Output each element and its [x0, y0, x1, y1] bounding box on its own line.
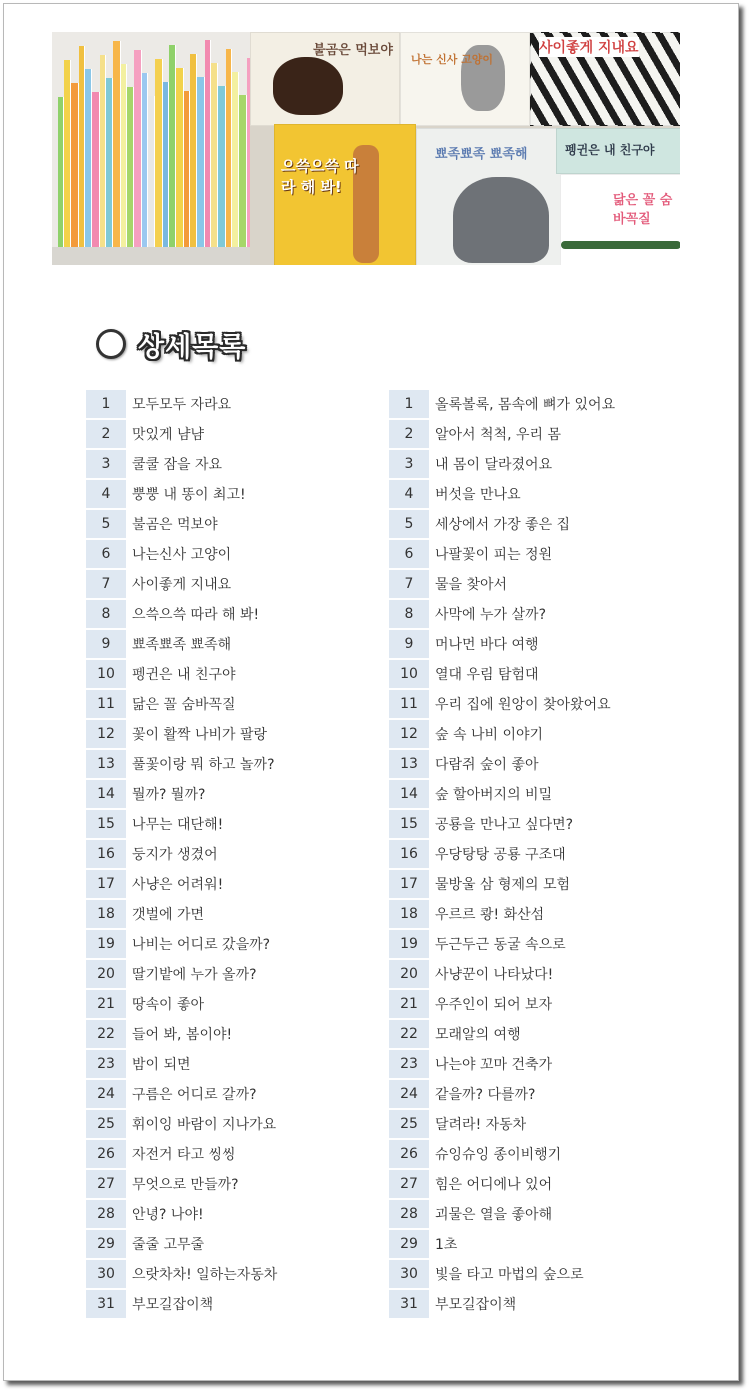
item-number: 1: [86, 390, 126, 418]
list-item: [86, 509, 277, 539]
item-number: 3: [389, 450, 429, 478]
item-number: 13: [389, 750, 429, 778]
item-title: 힘은 어디에나 있어: [435, 1177, 553, 1193]
item-title: 자전거 타고 씽씽: [132, 1147, 236, 1163]
list-item: [389, 509, 615, 539]
cover-giraffe: 으쓱으쓱 따라 해 봐!: [274, 124, 416, 265]
item-title: 땅속이 좋아: [132, 997, 205, 1013]
item-number: 8: [86, 600, 126, 628]
item-number: 6: [389, 540, 429, 568]
item-number: 25: [86, 1110, 126, 1138]
item-title: 두근두근 동굴 속으로: [435, 937, 566, 953]
item-title: 줄줄 고무줄: [132, 1237, 205, 1253]
item-number: 16: [86, 840, 126, 868]
list-item: [86, 839, 277, 869]
list-item: [389, 899, 615, 929]
book-spine: [134, 50, 142, 247]
item-title: 버섯을 만나요: [435, 487, 521, 503]
list-item: [389, 929, 615, 959]
list-item: [86, 689, 277, 719]
list-item: [86, 419, 277, 449]
item-title: 달려라! 자동차: [435, 1117, 527, 1133]
list-item: [86, 1109, 277, 1139]
item-title: 모래알의 여행: [435, 1027, 521, 1043]
item-number: 21: [86, 990, 126, 1018]
item-number: 24: [389, 1080, 429, 1108]
list-item: [389, 809, 615, 839]
item-number: 17: [389, 870, 429, 898]
item-number: 28: [86, 1200, 126, 1228]
list-item: [389, 1199, 615, 1229]
book-spine: [155, 59, 163, 247]
book-spine: [64, 60, 71, 247]
item-title: 부모길잡이책: [132, 1297, 214, 1313]
item-title: 무엇으로 만들까?: [132, 1177, 239, 1193]
item-title: 펭귄은 내 친구야: [132, 667, 236, 683]
item-title: 다람쥐 숲이 좋아: [435, 757, 539, 773]
item-number: 24: [86, 1080, 126, 1108]
item-number: 31: [86, 1290, 126, 1318]
item-number: 1: [389, 390, 429, 418]
item-number: 11: [86, 690, 126, 718]
item-title: 닮은 꼴 숨바꼭질: [132, 697, 236, 713]
list-item: [86, 1259, 277, 1289]
list-item: [86, 1289, 277, 1319]
item-title: 물을 찾아서: [435, 577, 508, 593]
item-number: 9: [86, 630, 126, 658]
item-number: 12: [86, 720, 126, 748]
item-title: 머나먼 바다 여행: [435, 637, 539, 653]
item-title: 올록볼록, 몸속에 뼈가 있어요: [435, 397, 616, 413]
item-number: 18: [389, 900, 429, 928]
banner-image: [52, 32, 680, 265]
item-number: 18: [86, 900, 126, 928]
item-number: 2: [86, 420, 126, 448]
item-number: 5: [86, 510, 126, 538]
list-item: [86, 1229, 277, 1259]
item-title: 숲 할아버지의 비밀: [435, 787, 553, 803]
book-spine: [106, 78, 113, 247]
item-title: 사막에 누가 살까?: [435, 607, 546, 623]
list-item: [389, 719, 615, 749]
item-number: 22: [389, 1020, 429, 1048]
item-title: 사냥꾼이 나타났다!: [435, 967, 554, 983]
book-spine: [197, 77, 205, 247]
list-item: [389, 1109, 615, 1139]
item-title: 빛을 타고 마법의 숲으로: [435, 1267, 584, 1283]
item-number: 19: [389, 930, 429, 958]
item-title: 나팔꽃이 피는 정원: [435, 547, 553, 563]
list-item: [86, 1049, 277, 1079]
item-title: 열대 우림 탐험대: [435, 667, 539, 683]
item-title: 맛있게 냠냠: [132, 427, 205, 443]
item-title: 세상에서 가장 좋은 집: [435, 517, 571, 533]
list-item: [389, 869, 615, 899]
book-spine: [239, 95, 247, 247]
list-item: [86, 719, 277, 749]
list-item: [389, 779, 615, 809]
item-number: 16: [389, 840, 429, 868]
book-spine: [169, 45, 176, 247]
list-item: [86, 569, 277, 599]
item-number: 21: [389, 990, 429, 1018]
list-item: [389, 659, 615, 689]
item-number: 31: [389, 1290, 429, 1318]
item-number: 23: [389, 1050, 429, 1078]
item-title: 꽃이 활짝 나비가 팔랑: [132, 727, 268, 743]
book-spine: [113, 41, 121, 247]
item-number: 17: [86, 870, 126, 898]
book-spine: [85, 69, 92, 247]
book-spine: [176, 68, 184, 247]
list-item: [389, 569, 615, 599]
item-number: 6: [86, 540, 126, 568]
item-title: 풀꽃이랑 뭐 하고 놀까?: [132, 757, 275, 773]
item-number: 10: [86, 660, 126, 688]
item-title: 나비는 어디로 갔을까?: [132, 937, 271, 953]
item-number: 29: [86, 1230, 126, 1258]
cover-cat: 나는 신사 고양이: [400, 32, 530, 126]
list-item: [86, 779, 277, 809]
list-item: [389, 1289, 615, 1319]
item-title: 나는야 꼬마 건축가: [435, 1057, 553, 1073]
list-item: [389, 629, 615, 659]
item-title: 알아서 척척, 우리 몸: [435, 427, 561, 443]
item-title: 뾰족뾰족 뾰족해: [132, 637, 232, 653]
book-spine: [92, 92, 100, 247]
item-title: 우주인이 되어 보자: [435, 997, 553, 1013]
item-number: 15: [389, 810, 429, 838]
list-item: [389, 1049, 615, 1079]
list-item: [86, 659, 277, 689]
book-covers-photo: [250, 32, 680, 265]
book-spine: [232, 72, 239, 247]
item-title: 우당탕탕 공룡 구조대: [435, 847, 566, 863]
list-item: [389, 689, 615, 719]
item-title: 뭘까? 뭘까?: [132, 787, 206, 803]
item-number: 28: [389, 1200, 429, 1228]
item-title: 밤이 되면: [132, 1057, 191, 1073]
item-number: 27: [389, 1170, 429, 1198]
list-item: [389, 1019, 615, 1049]
list-item: [389, 1259, 615, 1289]
bookshelf-photo: [52, 32, 250, 265]
book-spine: [218, 86, 226, 247]
list-item: [86, 929, 277, 959]
item-number: 23: [86, 1050, 126, 1078]
shelf-ledge: [52, 247, 250, 265]
item-title: 나는신사 고양이: [132, 547, 232, 563]
list-item: [389, 599, 615, 629]
list-item: [86, 479, 277, 509]
item-title: 물방울 삼 형제의 모험: [435, 877, 571, 893]
list-item: [389, 1229, 615, 1259]
item-number: 25: [389, 1110, 429, 1138]
list-item: [86, 749, 277, 779]
item-number: 4: [389, 480, 429, 508]
cover-penguin: 펭귄은 내 친구야: [556, 128, 680, 174]
cover-hide-and-seek: 닮은 꼴 숨바꼭질: [560, 174, 680, 265]
list-item: [86, 1019, 277, 1049]
list-item: [389, 1169, 615, 1199]
item-title: 괴물은 열을 좋아해: [435, 1207, 553, 1223]
item-title: 나무는 대단해!: [132, 817, 224, 833]
item-number: 22: [86, 1020, 126, 1048]
list-item: [86, 629, 277, 659]
item-title: 으쓱으쓱 따라 해 봐!: [132, 607, 260, 623]
item-title: 갯벌에 가면: [132, 907, 205, 923]
item-title: 사이좋게 지내요: [132, 577, 232, 593]
item-number: 4: [86, 480, 126, 508]
item-number: 8: [389, 600, 429, 628]
item-title: 들어 봐, 봄이야!: [132, 1027, 233, 1043]
item-title: 딸기밭에 누가 올까?: [132, 967, 257, 983]
list-item: [86, 959, 277, 989]
item-number: 7: [86, 570, 126, 598]
list-item: [389, 989, 615, 1019]
item-number: 11: [389, 690, 429, 718]
item-number: 30: [389, 1260, 429, 1288]
item-title: 우르르 쾅! 화산섬: [435, 907, 545, 923]
book-spine: [148, 96, 155, 247]
item-title: 으랏차차! 일하는자동차: [132, 1267, 278, 1283]
item-title: 1초: [435, 1237, 458, 1253]
item-number: 29: [389, 1230, 429, 1258]
item-number: 14: [389, 780, 429, 808]
item-number: 30: [86, 1260, 126, 1288]
list-item: [389, 389, 615, 419]
item-title: 뿡뿡 내 똥이 최고!: [132, 487, 246, 503]
list-item: [86, 809, 277, 839]
item-number: 7: [389, 570, 429, 598]
list-item: [389, 959, 615, 989]
item-number: 19: [86, 930, 126, 958]
cover-bear: 불곰은 먹보야: [250, 32, 400, 126]
item-number: 26: [389, 1140, 429, 1168]
item-title: 부모길잡이책: [435, 1297, 517, 1313]
item-title: 사냥은 어려워!: [132, 877, 224, 893]
item-title: 휘이잉 바람이 지나가요: [132, 1117, 277, 1133]
list-item: [86, 1079, 277, 1109]
item-title: 안녕? 나야!: [132, 1207, 204, 1223]
cover-walrus: 뾰족뾰족 뾰족해: [416, 128, 566, 265]
item-number: 20: [86, 960, 126, 988]
list-item: [86, 1199, 277, 1229]
item-number: 27: [86, 1170, 126, 1198]
item-number: 10: [389, 660, 429, 688]
list-item: [389, 1079, 615, 1109]
book-list-right: [389, 389, 615, 1319]
book-spine: [71, 83, 79, 247]
item-title: 숲 속 나비 이야기: [435, 727, 544, 743]
item-title: 슈잉슈잉 종이비행기: [435, 1147, 562, 1163]
item-title: 내 몸이 달라졌어요: [435, 457, 553, 473]
item-number: 3: [86, 450, 126, 478]
book-list-left: [86, 389, 277, 1319]
item-number: 2: [389, 420, 429, 448]
item-title: 둥지가 생겼어: [132, 847, 218, 863]
item-number: 12: [389, 720, 429, 748]
item-number: 13: [86, 750, 126, 778]
section-heading: [96, 328, 247, 363]
item-number: 26: [86, 1140, 126, 1168]
item-number: 14: [86, 780, 126, 808]
book-spine: [127, 87, 134, 247]
section-heading-text: 상세목록: [138, 331, 247, 363]
item-number: 20: [389, 960, 429, 988]
list-item: [86, 1139, 277, 1169]
list-item: [86, 989, 277, 1019]
item-title: 쿨쿨 잠을 자요: [132, 457, 223, 473]
list-item: [86, 599, 277, 629]
list-item: [86, 389, 277, 419]
list-item: [389, 419, 615, 449]
cover-zebra: 사이좋게 지내요: [530, 32, 680, 126]
item-title: 공룡을 만나고 싶다면?: [435, 817, 574, 833]
list-item: [86, 899, 277, 929]
list-item: [389, 449, 615, 479]
list-item: [86, 449, 277, 479]
list-item: [86, 539, 277, 569]
circle-bullet-icon: [96, 329, 126, 359]
list-item: [389, 1139, 615, 1169]
list-item: [86, 1169, 277, 1199]
book-spine: [211, 63, 218, 247]
list-item: [389, 839, 615, 869]
book-spine: [190, 54, 197, 247]
list-item: [389, 479, 615, 509]
item-title: 모두모두 자라요: [132, 397, 232, 413]
item-title: 같을까? 다를까?: [435, 1087, 536, 1103]
item-title: 우리 집에 원앙이 찾아왔어요: [435, 697, 611, 713]
list-item: [86, 869, 277, 899]
item-number: 15: [86, 810, 126, 838]
item-title: 불곰은 먹보야: [132, 517, 218, 533]
list-item: [389, 749, 615, 779]
item-number: 5: [389, 510, 429, 538]
list-item: [389, 539, 615, 569]
item-number: 9: [389, 630, 429, 658]
item-title: 구름은 어디로 갈까?: [132, 1087, 257, 1103]
